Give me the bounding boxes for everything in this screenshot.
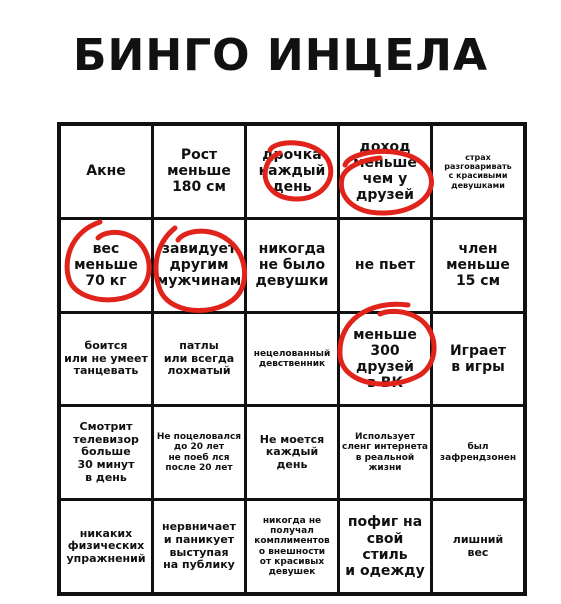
bingo-cell-3[interactable]: дрочка каждый день [247, 126, 337, 217]
bingo-cell-23[interactable]: никогда не получал комплиментов о внешности от красивых девушек [247, 501, 337, 592]
bingo-cell-10[interactable]: член меньше 15 см [433, 220, 523, 311]
bingo-cell-19[interactable]: Использует сленг интернета в реальной жизни [340, 407, 430, 498]
bingo-cell-4[interactable]: доход меньше чем у друзей [340, 126, 430, 217]
bingo-cell-25[interactable]: лишний вес [433, 501, 523, 592]
bingo-cell-24[interactable]: пофиг на свой стиль и одежду [340, 501, 430, 592]
bingo-cell-22[interactable]: нервничает и паникует выступая на публику [154, 501, 244, 592]
bingo-cell-20[interactable]: был зафрендзонен [433, 407, 523, 498]
bingo-cell-13[interactable]: нецелованный девственник [247, 314, 337, 405]
bingo-cell-15[interactable]: Играет в игры [433, 314, 523, 405]
bingo-board [57, 122, 527, 596]
page-title: БИНГО ИНЦЕЛА [72, 30, 489, 81]
bingo-cell-9[interactable]: не пьет [340, 220, 430, 311]
bingo-cell-2[interactable]: Рост меньше 180 см [154, 126, 244, 217]
bingo-cell-17[interactable]: Не поцеловался до 20 лет не поеб лся после 20 лет [154, 407, 244, 498]
bingo-cell-8[interactable]: никогда не было девушки [247, 220, 337, 311]
bingo-cell-21[interactable]: никаких физических упражнений [61, 501, 151, 592]
bingo-cell-14[interactable]: меньше 300 друзей в ВК [340, 314, 430, 405]
bingo-cell-1[interactable]: Акне [61, 126, 151, 217]
bingo-cell-12[interactable]: патлы или всегда лохматый [154, 314, 244, 405]
bingo-cell-11[interactable]: боится или не умеет танцевать [61, 314, 151, 405]
bingo-cell-7[interactable]: завидует другим мужчинам [154, 220, 244, 311]
bingo-cell-6[interactable]: вес меньше 70 кг [61, 220, 151, 311]
bingo-cell-5[interactable]: страх разговаривать с красивыми девушками [433, 126, 523, 217]
bingo-cell-16[interactable]: Смотрит телевизор больше 30 минут в день [61, 407, 151, 498]
bingo-cell-18[interactable]: Не моется каждый день [247, 407, 337, 498]
